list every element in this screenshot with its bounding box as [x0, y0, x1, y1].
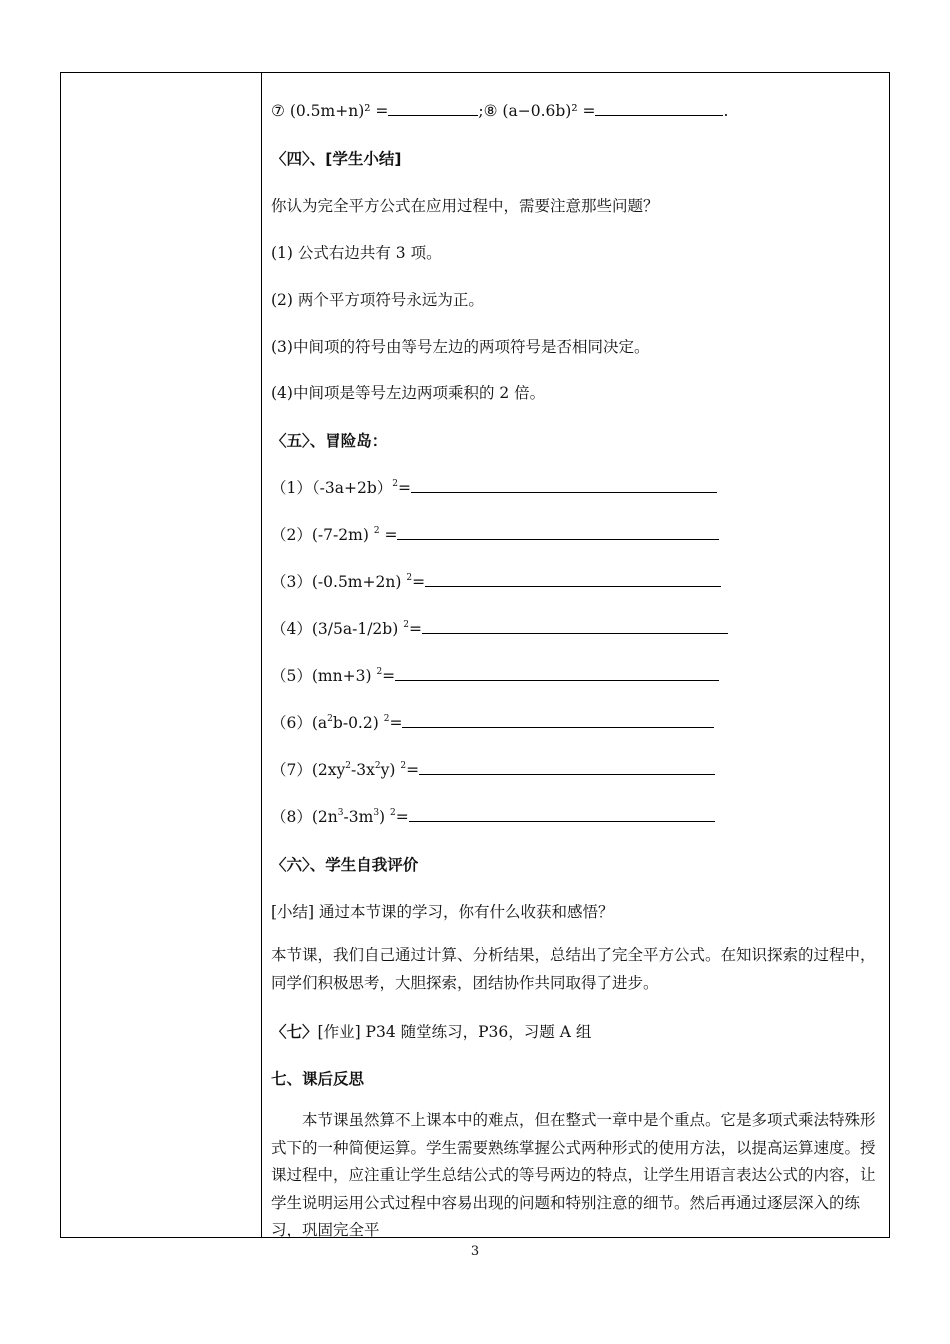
exercise-4 [271, 619, 728, 639]
exponent: 2 [392, 479, 398, 489]
lesson-table [60, 72, 890, 1238]
answer-blank[interactable] [422, 619, 728, 634]
exercise-eq: = [397, 479, 411, 497]
exercise-num: （5） [271, 667, 312, 685]
homework-label: 〈七〉 [271, 1023, 318, 1041]
items-7-8-line [271, 101, 728, 121]
exercise-eq: = [406, 761, 420, 779]
exercise-expr-mid: -3x [351, 761, 375, 779]
exponent: 2 [383, 714, 390, 724]
section5-heading: 〈五〉、冒险岛： [271, 432, 388, 450]
exercise-num: （1） [271, 479, 312, 497]
item8-end: . [723, 102, 729, 120]
answer-blank[interactable] [419, 760, 715, 775]
answer-blank[interactable] [402, 713, 714, 728]
exponent: 2 [403, 620, 409, 630]
exponent: 2 [400, 761, 407, 771]
answer-blank[interactable] [425, 572, 721, 587]
exponent: 2 [374, 761, 381, 771]
section6-answer: 本节课，我们自己通过计算、分析结果，总结出了完全平方公式。在知识探索的过程中，同学们积极思考，大胆探索，团结协作共同取得了进步。 [271, 946, 876, 992]
answer-blank[interactable] [397, 525, 719, 540]
exercise-num: （3） [271, 573, 312, 591]
exercise-3 [271, 572, 721, 592]
exercise-eq: = [389, 714, 403, 732]
exercise-7 [271, 760, 715, 780]
exercise-expr: (3/5a-1/2b) [311, 620, 399, 638]
exercise-eq: = [395, 808, 409, 826]
section6-prompt: [小结] 通过本节课的学习，你有什么收获和感悟？ [271, 903, 614, 921]
exercise-eq: = [379, 526, 398, 544]
answer-blank[interactable] [395, 666, 719, 681]
exercise-eq: = [412, 573, 426, 591]
homework-text: [作业] P34 随堂练习，P36，习题 A 组 [317, 1023, 592, 1041]
exercise-expr-rest: b-0.2) [332, 714, 379, 732]
answer-blank[interactable] [411, 478, 717, 493]
exponent: 2 [406, 573, 413, 583]
exercise-expr-mid: -3m [343, 808, 374, 826]
exercise-eq: = [382, 667, 396, 685]
exercise-expr: (2n [311, 808, 338, 826]
item7-sep: ; [478, 102, 484, 120]
answer-blank[interactable] [409, 807, 715, 822]
exercise-expr: (2xy [311, 761, 346, 779]
exercise-expr: (-0.5m+2n) [311, 573, 402, 591]
section4-question: 你认为完全平方公式在应用过程中，需要注意那些问题？ [271, 197, 659, 215]
exercise-2 [271, 525, 719, 545]
summary-point: (3)中间项的符号由等号左边的两项符号是否相同决定。 [271, 338, 650, 356]
item8-blank[interactable] [595, 101, 723, 116]
exercise-num: （7） [271, 761, 312, 779]
exercise-expr-rest: ) [379, 808, 386, 826]
summary-point: (2) 两个平方项符号永远为正。 [271, 291, 484, 309]
exercise-6 [271, 713, 714, 733]
exercise-expr-rest: y) [380, 761, 396, 779]
exercise-num: （6） [271, 714, 312, 732]
exercise-expr: (-7-2m) [311, 526, 369, 544]
exponent: 3 [373, 808, 380, 818]
exercise-num: （4） [271, 620, 312, 638]
section4-heading: 〈四〉、[学生小结] [271, 150, 402, 168]
exercise-eq: = [408, 620, 422, 638]
exponent: 2 [376, 667, 383, 677]
exponent: 2 [327, 714, 333, 724]
item7-label: ⑦ (0.5m+n)² = [271, 102, 389, 120]
exercise-num: （2） [271, 526, 312, 544]
summary-point: (4)中间项是等号左边两项乘积的 2 倍。 [271, 384, 546, 402]
column-divider [261, 73, 262, 1237]
item8-label: ⑧ (a−0.6b)² = [483, 102, 596, 120]
reflection-heading: 七、课后反思 [271, 1070, 365, 1088]
exercise-num: （8） [271, 808, 312, 826]
exercise-expr: (a [311, 714, 328, 732]
exponent: 2 [373, 526, 380, 536]
item7-blank[interactable] [388, 101, 478, 116]
exercise-expr: （-3a+2b） [311, 479, 393, 497]
section6-heading: 〈六〉、学生自我评价 [271, 856, 419, 874]
exercise-expr: (mn+3) [311, 667, 372, 685]
homework-line [271, 1022, 591, 1042]
reflection-text: 本节课虽然算不上课本中的难点，但在整式一章中是个重点。它是多项式乘法特殊形式下的一种简便运算。学生需要熟练掌握公式两种形式的使用方法，以提高运算速度。授课过程中，应注重让学生总结公式的等号两边的特点，让学生用语言表达公式的内容，让学生说明运用公式过程中容易出现的问题和特别注意的细节。然后再通过逐层深入的练习，巩固完全平 [271, 1111, 876, 1239]
exercise-8 [271, 807, 715, 827]
exercise-5 [271, 666, 719, 686]
exponent: 3 [337, 808, 344, 818]
summary-point: (1) 公式右边共有 3 项。 [271, 244, 442, 262]
page-number: 3 [470, 1244, 480, 1259]
exponent: 2 [390, 808, 396, 818]
exercise-1 [271, 478, 717, 498]
exponent: 2 [345, 761, 352, 771]
